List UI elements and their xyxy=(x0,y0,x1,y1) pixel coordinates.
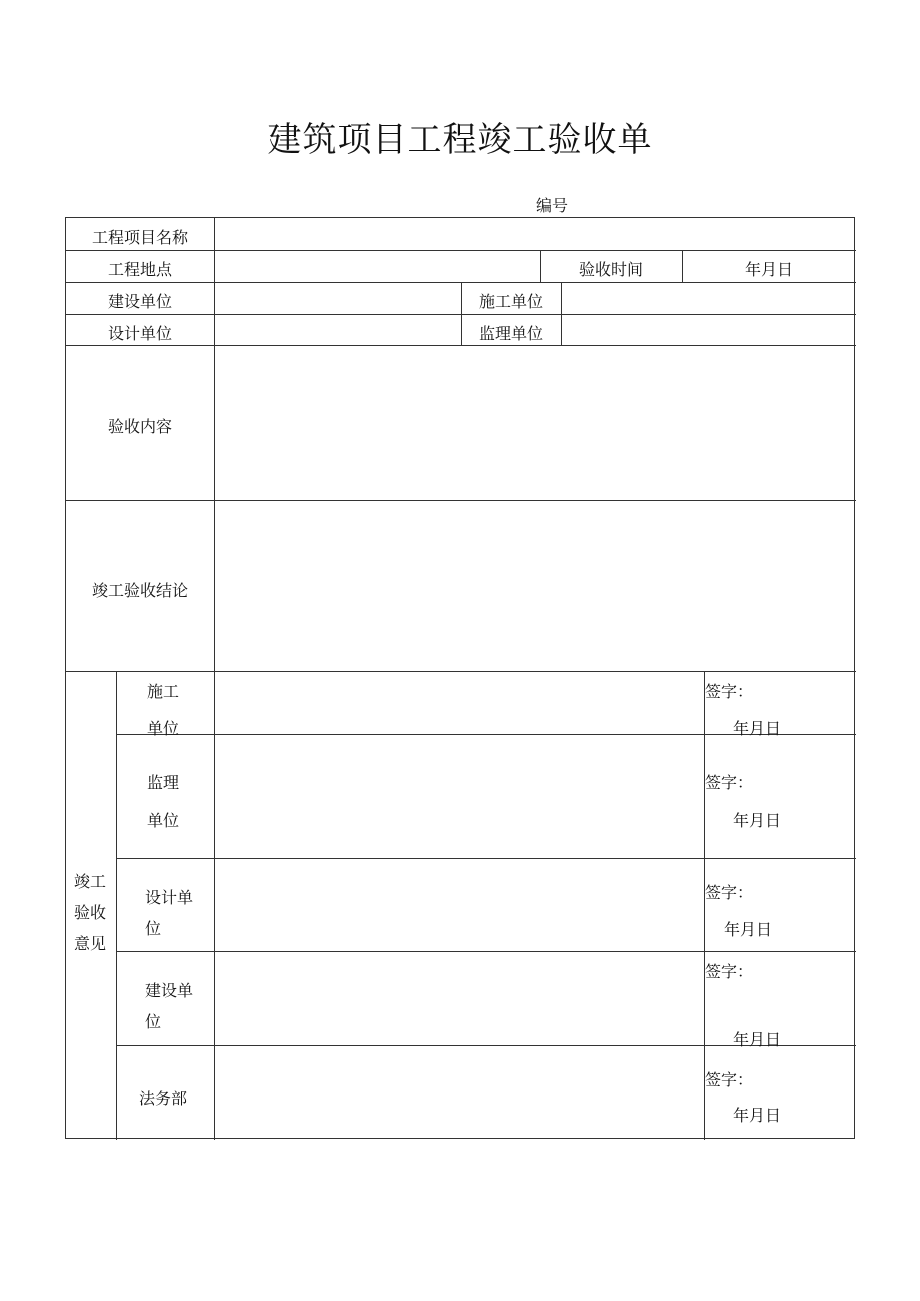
unit-label-supervisor-line1: 监理 xyxy=(147,773,180,792)
opinions-group-label-line2: 验收 xyxy=(74,903,107,922)
signature-label: 签字： xyxy=(705,773,754,792)
serial-number-label: 编号 xyxy=(536,196,569,215)
unit-label-contractor-line2: 单位 xyxy=(147,719,180,738)
project-name-label: 工程项目名称 xyxy=(91,228,188,247)
contractor-label: 施工单位 xyxy=(478,292,543,311)
date-label: 年月日 xyxy=(733,1030,782,1049)
signature-label: 签字： xyxy=(705,682,754,701)
builder-field[interactable] xyxy=(215,283,461,314)
document-title: 建筑项目工程竣工验收单 xyxy=(267,120,653,160)
builder-opinion-field[interactable] xyxy=(215,952,704,1045)
unit-label-legal-line1: 法务部 xyxy=(139,1089,188,1108)
acceptance-content-field[interactable] xyxy=(215,346,855,500)
supervisor-opinion-field[interactable] xyxy=(215,735,704,858)
signature-label: 签字： xyxy=(705,1070,754,1089)
supervisor-field[interactable] xyxy=(562,315,856,345)
signature-label: 签字： xyxy=(705,962,754,981)
legal-opinion-field[interactable] xyxy=(215,1046,704,1139)
date-label: 年月日 xyxy=(733,719,782,738)
acceptance-form-table xyxy=(65,217,855,1139)
date-label: 年月日 xyxy=(733,1106,782,1125)
contractor-opinion-field[interactable] xyxy=(215,672,704,734)
acceptance-time-label: 验收时间 xyxy=(578,260,643,279)
location-field[interactable] xyxy=(215,251,540,282)
signature-label: 签字： xyxy=(705,883,754,902)
designer-field[interactable] xyxy=(215,315,461,345)
project-name-field[interactable] xyxy=(215,218,855,250)
supervisor-label: 监理单位 xyxy=(478,324,543,343)
designer-opinion-field[interactable] xyxy=(215,859,704,951)
contractor-field[interactable] xyxy=(562,283,856,314)
opinions-group-label-line3: 意见 xyxy=(74,934,107,953)
opinions-group-label-line1: 竣工 xyxy=(74,872,107,891)
conclusion-label: 竣工验收结论 xyxy=(91,581,188,600)
location-label: 工程地点 xyxy=(107,260,172,279)
unit-label-designer-line2: 位 xyxy=(145,919,162,938)
acceptance-content-label: 验收内容 xyxy=(107,417,172,436)
unit-label-designer-line1: 设计单 xyxy=(145,888,194,907)
acceptance-date-field[interactable]: 年月日 xyxy=(744,260,793,279)
unit-label-contractor-line1: 施工 xyxy=(147,682,180,701)
builder-label: 建设单位 xyxy=(107,292,172,311)
conclusion-field[interactable] xyxy=(215,501,855,671)
unit-label-supervisor-line2: 单位 xyxy=(147,811,180,830)
date-label: 年月日 xyxy=(724,920,773,939)
date-label: 年月日 xyxy=(733,811,782,830)
unit-label-builder-line2: 位 xyxy=(145,1012,162,1031)
unit-label-builder-line1: 建设单 xyxy=(145,981,194,1000)
designer-label: 设计单位 xyxy=(107,324,172,343)
